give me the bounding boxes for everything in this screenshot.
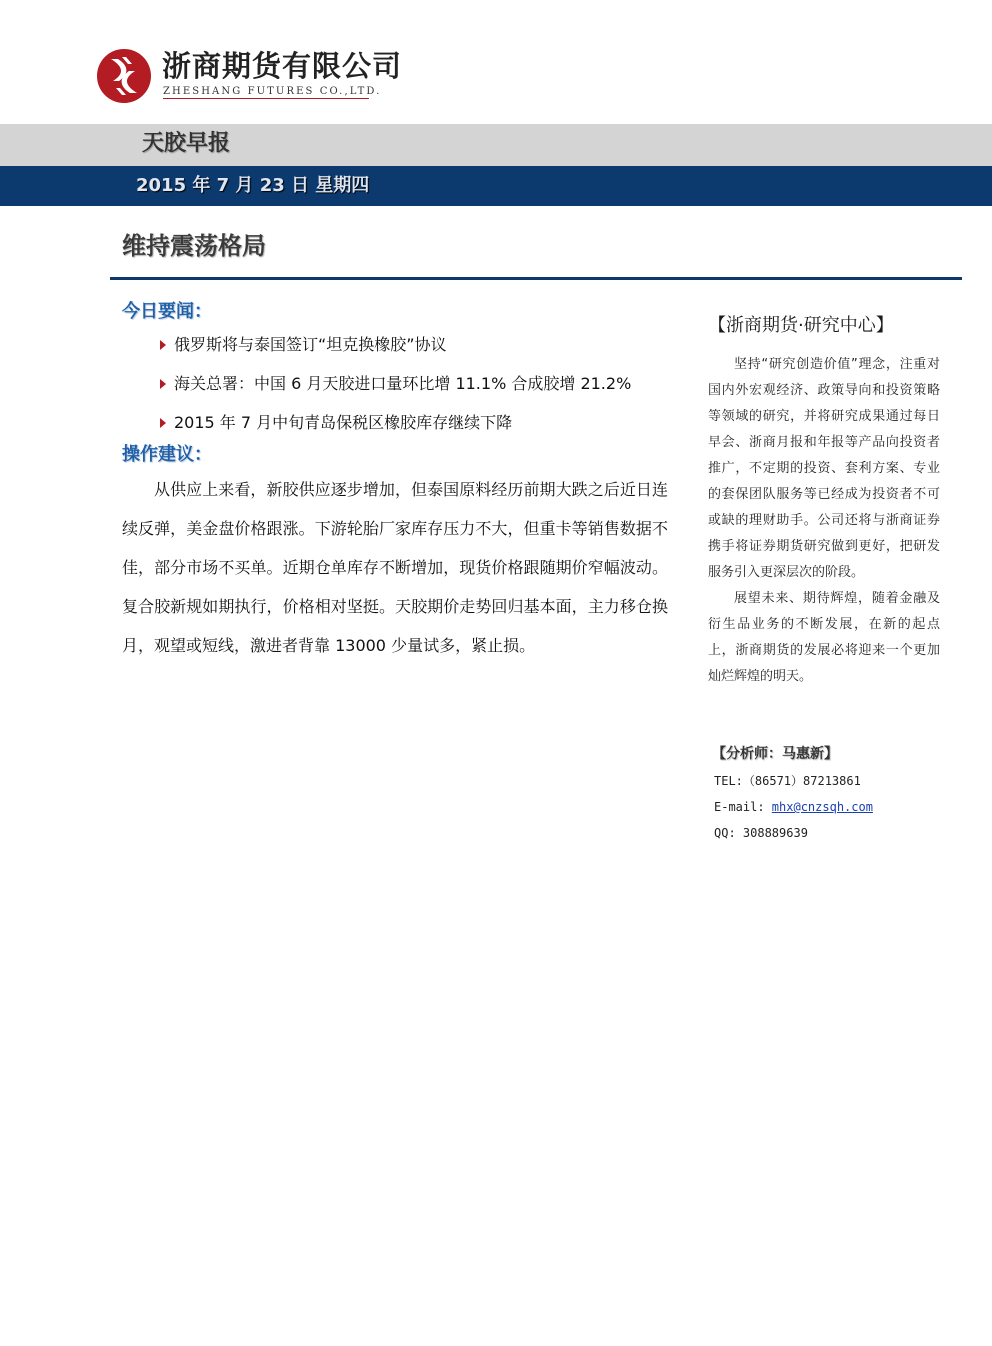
news-item-text: 2015 年 7 月中旬青岛保税区橡胶库存继续下降 [174, 413, 513, 432]
triangle-bullet-icon [160, 379, 166, 389]
advice-section-title: 操作建议： [122, 444, 212, 465]
intro-paragraph: 坚持“研究创造价值”理念，注重对国内外宏观经济、政策导向和投资策略等领域的研究，并将研究成果通过每日早会、浙商月报和年报等产品向投资者推广，不定期的投资、套利方案、专业的套保团队服务等已经成为投资者不可或缺的理财助手。公司还将与浙商证券携手将证券期货研究做到更好，把研发服务引入更深层次的阶段。 [708, 357, 940, 580]
news-item [160, 331, 680, 370]
advice-paragraph: 从供应上来看，新胶供应逐步增加，但泰国原料经历前期大跌之后近日连续反弹，美金盘价格跟涨。下游轮胎厂家库存压力不大，但重卡等销售数据不佳，部分市场不买单。近期仓单库存不断增加，现货价格跟随期价窄幅波动。复合胶新规如期执行，价格相对坚挺。天胶期价走势回归基本面，主力移仓换月，观望或短线，激进者背靠 13000 少量试多，紧止损。 [122, 480, 668, 655]
news-item-text: 海关总署：中国 6 月天胶进口量环比增 11.1% 合成胶增 21.2% [174, 374, 632, 393]
news-item [160, 370, 680, 409]
company-name-en: ZHESHANG FUTURES CO.,LTD. [163, 86, 382, 97]
analyst-qq: QQ: 308889639 [714, 826, 808, 840]
analyst-tel: TEL:（86571）87213861 [714, 774, 861, 788]
news-list [160, 331, 680, 448]
headline: 维持震荡格局 [122, 232, 266, 260]
report-date: 2015 年 7 月 23 日 星期四 [136, 175, 370, 196]
email-label: E-mail: [714, 800, 772, 814]
analyst-email-row [714, 797, 873, 817]
logo-underline [163, 98, 369, 99]
research-center-title: 【浙商期货·研究中心】 [708, 315, 894, 336]
news-item [160, 409, 680, 448]
report-name: 天胶早报 [142, 131, 231, 156]
news-section-title: 今日要闻： [122, 301, 212, 322]
analyst-name: 【分析师：马惠新】 [712, 746, 838, 762]
company-name-cn: 浙商期货有限公司 [162, 49, 403, 83]
headline-divider [110, 277, 962, 280]
zheshang-logo-icon [96, 48, 152, 104]
triangle-bullet-icon [160, 418, 166, 428]
research-center-intro [708, 352, 940, 690]
triangle-bullet-icon [160, 340, 166, 350]
email-link[interactable]: mhx@cnzsqh.com [771, 800, 873, 814]
intro-paragraph: 展望未来、期待辉煌，随着金融及衍生品业务的不断发展，在新的起点上，浙商期货的发展必将迎来一个更加灿烂辉煌的明天。 [708, 591, 940, 684]
news-item-text: 俄罗斯将与泰国签订“坦克换橡胶”协议 [174, 335, 447, 354]
